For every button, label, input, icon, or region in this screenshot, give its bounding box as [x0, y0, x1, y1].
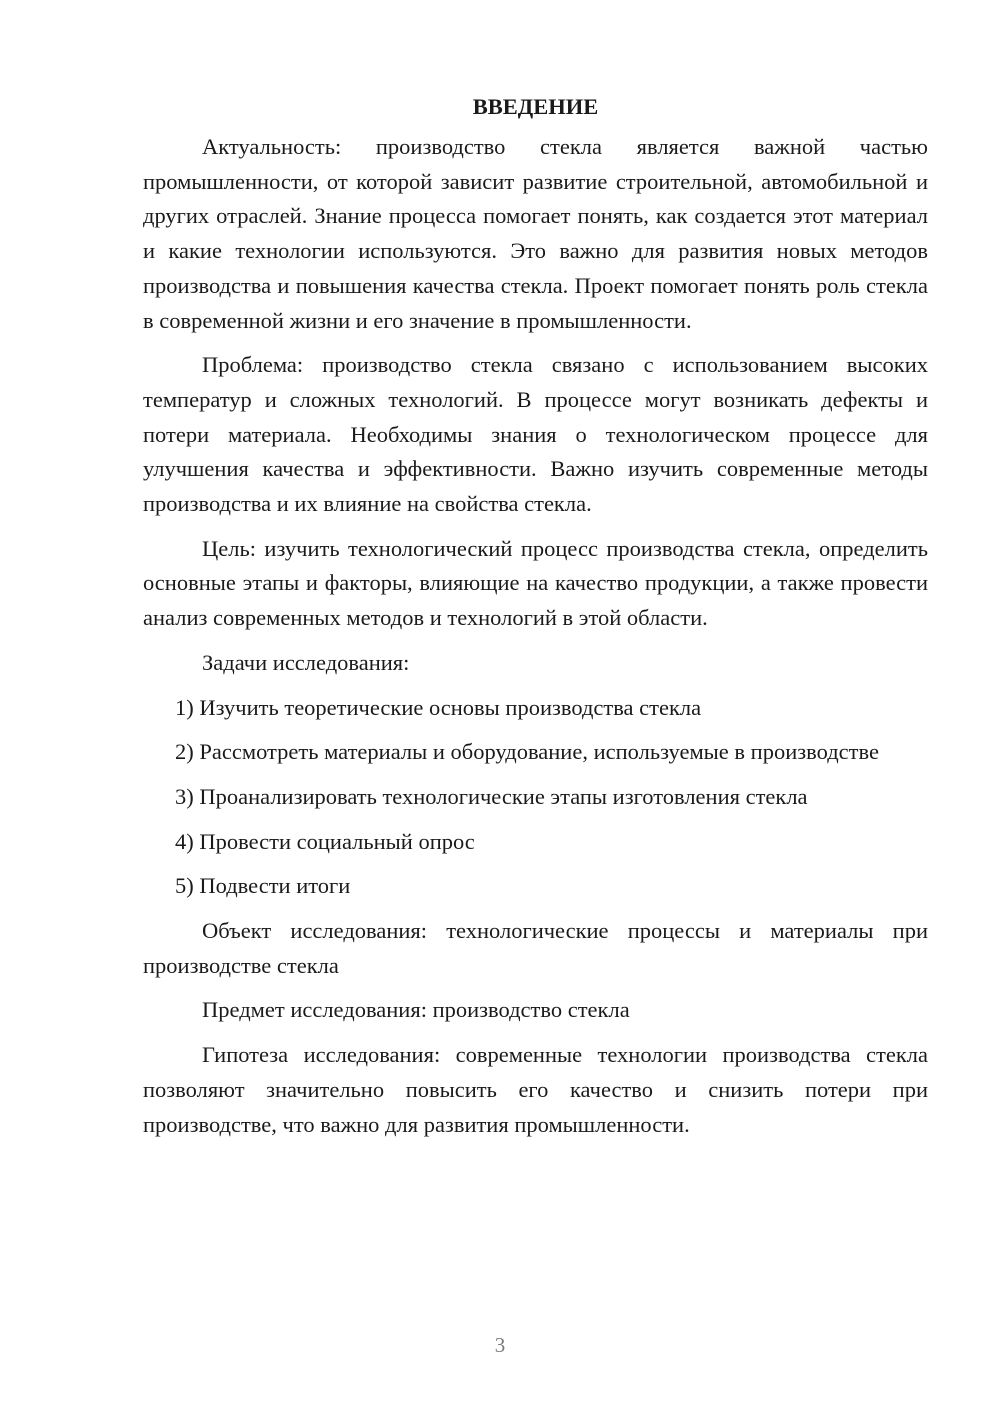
list-item: 4) Провести социальный опрос — [175, 828, 475, 854]
page-title: ВВЕДЕНИЕ — [472, 94, 599, 119]
paragraph-hypothesis: Гипотеза исследования: современные технологии производства стекла позволяют значительно повысить его качество и снизить потери при производстве, что важно для развития промышленности. — [143, 1042, 928, 1137]
page-number: 3 — [494, 1333, 506, 1357]
paragraph-problem: Проблема: производство стекла связано с использованием высоких температур и сложных технологий. В процессе могут возникать дефекты и потери материала. Необходимы знания о технологическом процессе для улучшения качества и эффективности. Важно изучить современные методы производства и их влияние на свойства стекла. — [143, 352, 928, 517]
paragraph-relevance: Актуальность: производство стекла является важной частью промышленности, от которой зависит развитие строительной, автомобильной и других отраслей. Знание процесса помогает понять, как создается этот материал и какие технологии используются. Это важно для развития новых методов производства и повышения качества стекла. Проект помогает понять роль стекла в современной жизни и его значение в промышленности. — [143, 134, 928, 333]
tasks-heading: Задачи исследования: — [202, 649, 410, 675]
list-item: 1) Изучить теоретические основы производства стекла — [175, 694, 702, 720]
list-item: 3) Проанализировать технологические этапы изготовления стекла — [175, 783, 808, 809]
list-item: 5) Подвести итоги — [175, 873, 351, 899]
paragraph-goal: Цель: изучить технологический процесс производства стекла, определить основные этапы и факторы, влияющие на качество продукции, а также провести анализ современных методов и технологий в этой области. — [143, 535, 928, 631]
paragraph-object: Объект исследования: технологические процессы и материалы при производстве стекла — [143, 918, 928, 978]
document-page — [143, 90, 928, 1152]
tasks-list — [143, 691, 928, 905]
paragraph-subject: Предмет исследования: производство стекла — [202, 997, 630, 1023]
list-item: 2) Рассмотреть материалы и оборудование, используемые в производстве — [175, 739, 879, 765]
